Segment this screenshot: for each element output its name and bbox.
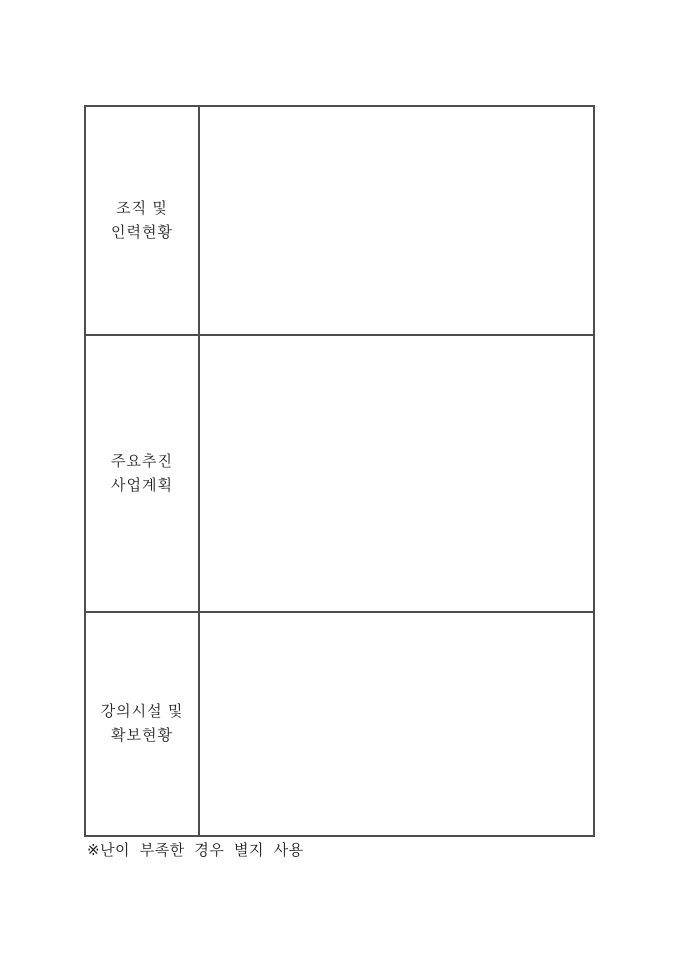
row-header-business-plan: [85, 335, 199, 612]
row-header-line1: 조직 및: [116, 199, 168, 217]
footnote: ※난이 부족한 경우 별지 사용: [87, 842, 304, 859]
row-header-line2: 사업계획: [111, 476, 173, 494]
row-header-line1: 주요추진: [111, 452, 173, 470]
form-table: [84, 105, 595, 837]
row-header-facilities: [85, 612, 199, 836]
row-content-organization: [199, 106, 594, 335]
table-row-organization: [85, 106, 594, 335]
table-row-facilities: [85, 612, 594, 836]
row-header-line1: 강의시설 및: [100, 703, 184, 720]
row-header-line2: 인력현황: [111, 223, 173, 241]
row-header-organization: [85, 106, 199, 335]
table-row-business-plan: [85, 335, 594, 612]
row-content-facilities: [199, 612, 594, 836]
row-header-line2: 확보현황: [111, 727, 173, 744]
row-content-business-plan: [199, 335, 594, 612]
